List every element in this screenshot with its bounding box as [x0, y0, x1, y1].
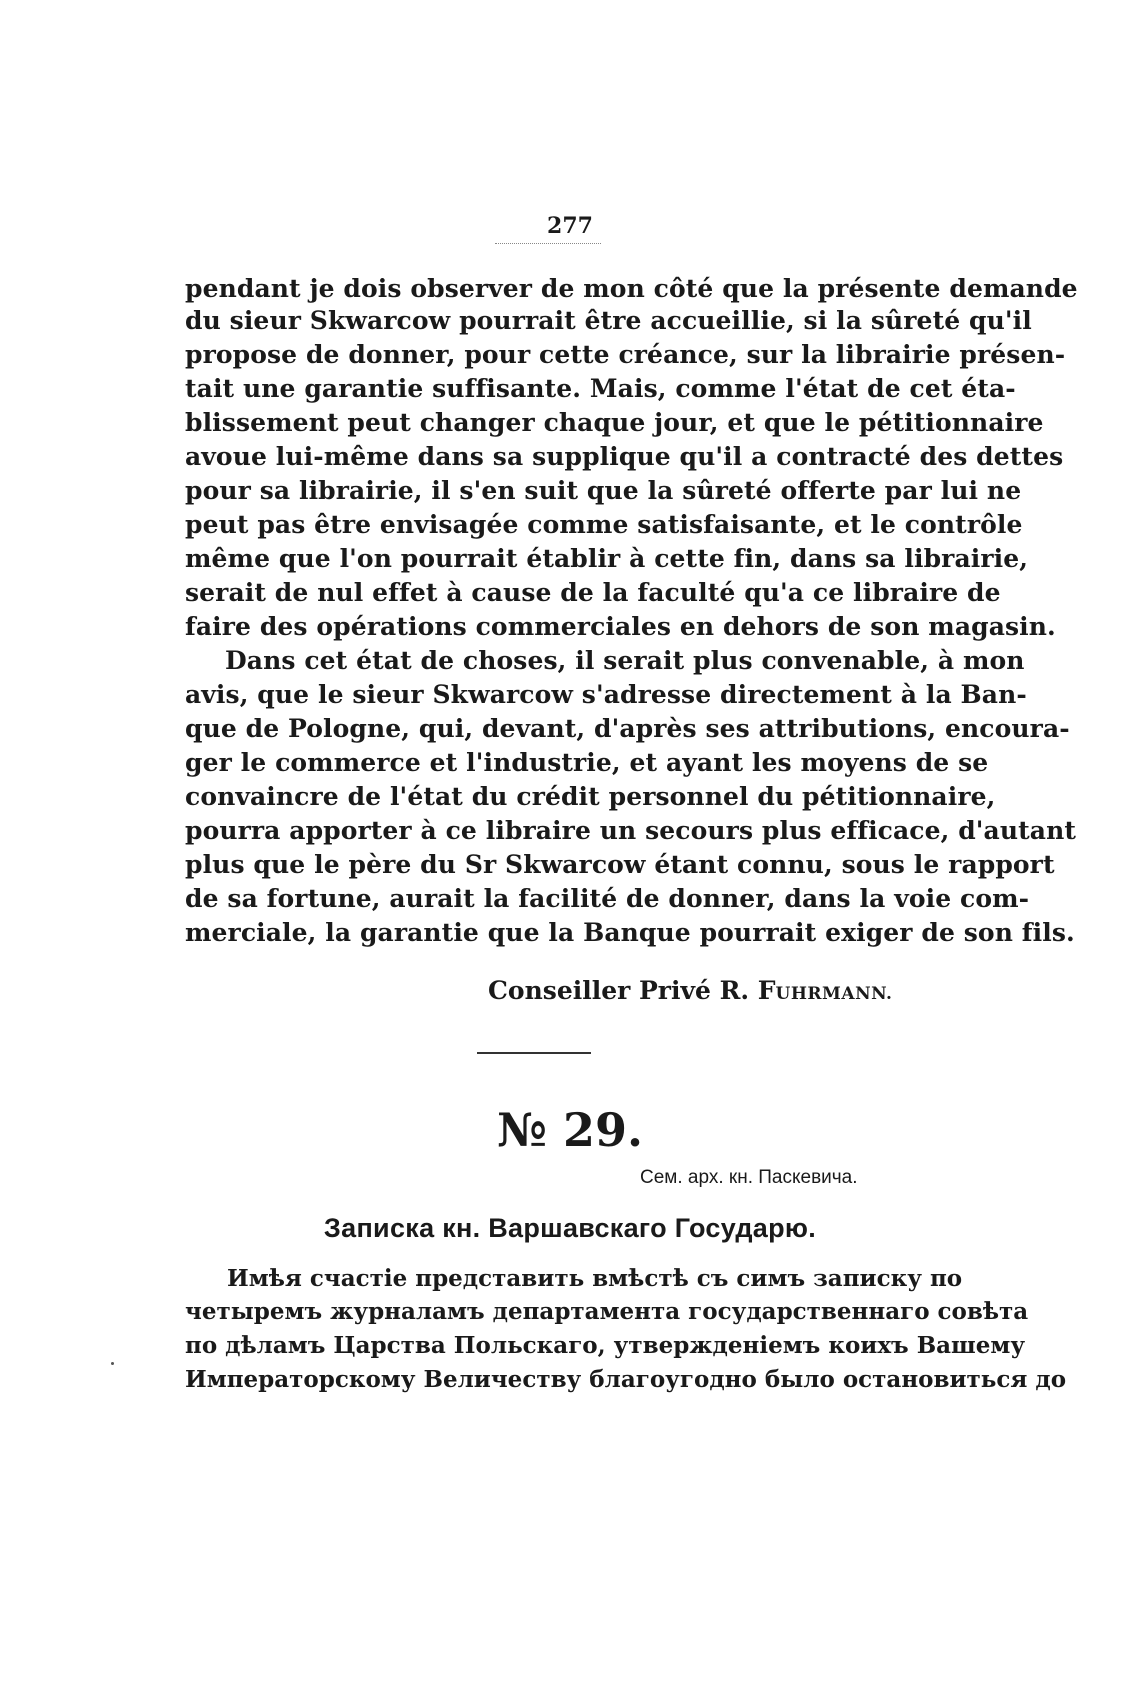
text-line: четыремъ журналамъ департамента государственнаго совѣта — [185, 1298, 1029, 1325]
text-line: Императорскому Величеству благоугодно было остановиться до — [185, 1366, 1067, 1393]
page-number: 277 — [547, 213, 593, 239]
text-line: merciale, la garantie que la Banque pourrait exiger de son fils. — [185, 918, 1075, 947]
text-line: peut pas être envisagée comme satisfaisante, et le contrôle — [185, 510, 1023, 539]
text-line: по дѣламъ Царства Польскаго, утвержденіемъ коихъ Вашему — [185, 1332, 1026, 1359]
text-line: tait une garantie suffisante. Mais, comme l'état de cet éta- — [185, 374, 1016, 403]
section-divider — [477, 1052, 591, 1054]
signature — [488, 976, 892, 1005]
margin-mark — [111, 1362, 114, 1365]
document-number: № 29. — [496, 1103, 644, 1157]
text-line: avis, que le sieur Skwarcow s'adresse directement à la Ban- — [185, 680, 1027, 709]
text-line: plus que le père du Sr Skwarcow étant connu, sous le rapport — [185, 850, 1055, 879]
text-line: pendant je dois observer de mon côté que la présente demande — [185, 274, 1078, 303]
text-line: du sieur Skwarcow pourrait être accueillie, si la sûreté qu'il — [185, 306, 1032, 335]
text-line: convaincre de l'état du crédit personnel du pétitionnaire, — [185, 782, 996, 811]
signature-surname: UHRMANN. — [775, 984, 893, 1004]
text-line: de sa fortune, aurait la facilité de donner, dans la voie com- — [185, 884, 1030, 913]
text-line: propose de donner, pour cette créance, sur la librairie présen- — [185, 340, 1066, 369]
text-line: Dans cet état de choses, il serait plus convenable, à mon — [225, 646, 1025, 675]
text-line: blissement peut changer chaque jour, et que le pétitionnaire — [185, 408, 1044, 437]
text-line: pourra apporter à ce libraire un secours plus efficace, d'autant — [185, 816, 1077, 845]
page-number-rule — [495, 243, 601, 244]
text-line: serait de nul effet à cause de la faculté qu'a ce libraire de — [185, 578, 1001, 607]
text-line: que de Pologne, qui, devant, d'après ses attributions, encoura- — [185, 714, 1070, 743]
text-line: même que l'on pourrait établir à cette fin, dans sa librairie, — [185, 544, 1029, 573]
document-title: Записка кн. Варшавскаго Государю. — [323, 1213, 817, 1243]
text-line: ger le commerce et l'industrie, et ayant les moyens de se — [185, 748, 989, 777]
text-line: avoue lui-même dans sa supplique qu'il a contracté des dettes — [185, 442, 1064, 471]
text-line: pour sa librairie, il s'en suit que la sûreté offerte par lui ne — [185, 476, 1022, 505]
archive-reference: Сем. арх. кн. Паскевича. — [640, 1167, 858, 1188]
text-line: faire des opérations commerciales en dehors de son magasin. — [185, 612, 1056, 641]
text-line: Имѣя счастіе представить вмѣстѣ съ симъ записку по — [227, 1265, 963, 1292]
signature-prefix: Conseiller Privé R. F — [488, 976, 776, 1005]
